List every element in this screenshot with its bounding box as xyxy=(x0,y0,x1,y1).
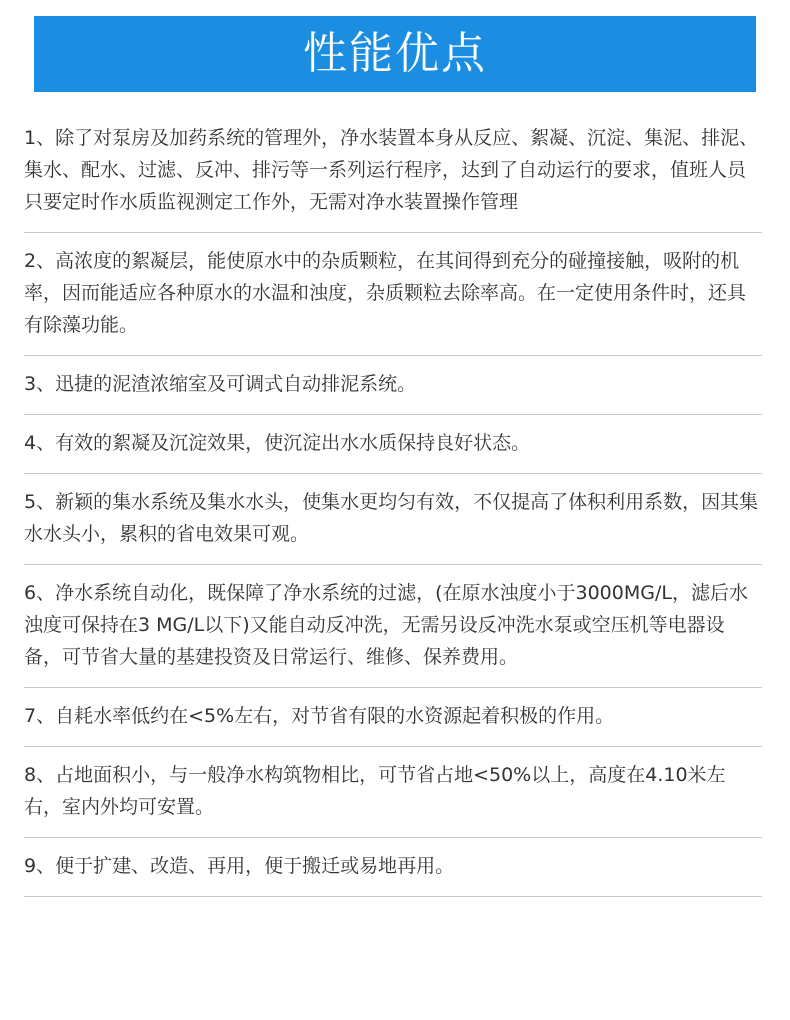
feature-item: 4、有效的絮凝及沉淀效果，使沉淀出水水质保持良好状态。 xyxy=(24,415,762,474)
feature-item: 7、自耗水率低约在<5%左右，对节省有限的水资源起着积极的作用。 xyxy=(24,688,762,747)
feature-list xyxy=(24,112,762,897)
feature-item: 5、新颖的集水系统及集水水头，使集水更均匀有效，不仅提高了体积利用系数，因其集水水头小，累积的省电效果可观。 xyxy=(24,474,762,565)
title-banner xyxy=(34,16,756,92)
feature-item: 2、高浓度的絮凝层，能使原水中的杂质颗粒，在其间得到充分的碰撞接触，吸附的机率，因而能适应各种原水的水温和浊度，杂质颗粒去除率高。在一定使用条件时，还具有除藻功能。 xyxy=(24,233,762,356)
feature-item: 6、净水系统自动化，既保障了净水系统的过滤，(在原水浊度小于3000MG/L，滤后水浊度可保持在3 MG/L以下)又能自动反冲洗，无需另设反冲洗水泵或空压机等电器设备，可节省大量的基建投资及日常运行、维修、保养费用。 xyxy=(24,565,762,688)
feature-item: 1、除了对泵房及加药系统的管理外，净水装置本身从反应、絮凝、沉淀、集泥、排泥、集水、配水、过滤、反冲、排污等一系列运行程序，达到了自动运行的要求，值班人员只要定时作水质监视测定工作外，无需对净水装置操作管理 xyxy=(24,112,762,233)
page-title: 性能优点 xyxy=(303,28,487,79)
feature-item: 9、便于扩建、改造、再用，便于搬迁或易地再用。 xyxy=(24,838,762,897)
feature-item: 8、占地面积小，与一般净水构筑物相比，可节省占地<50%以上，高度在4.10米左右，室内外均可安置。 xyxy=(24,747,762,838)
feature-item: 3、迅捷的泥渣浓缩室及可调式自动排泥系统。 xyxy=(24,356,762,415)
